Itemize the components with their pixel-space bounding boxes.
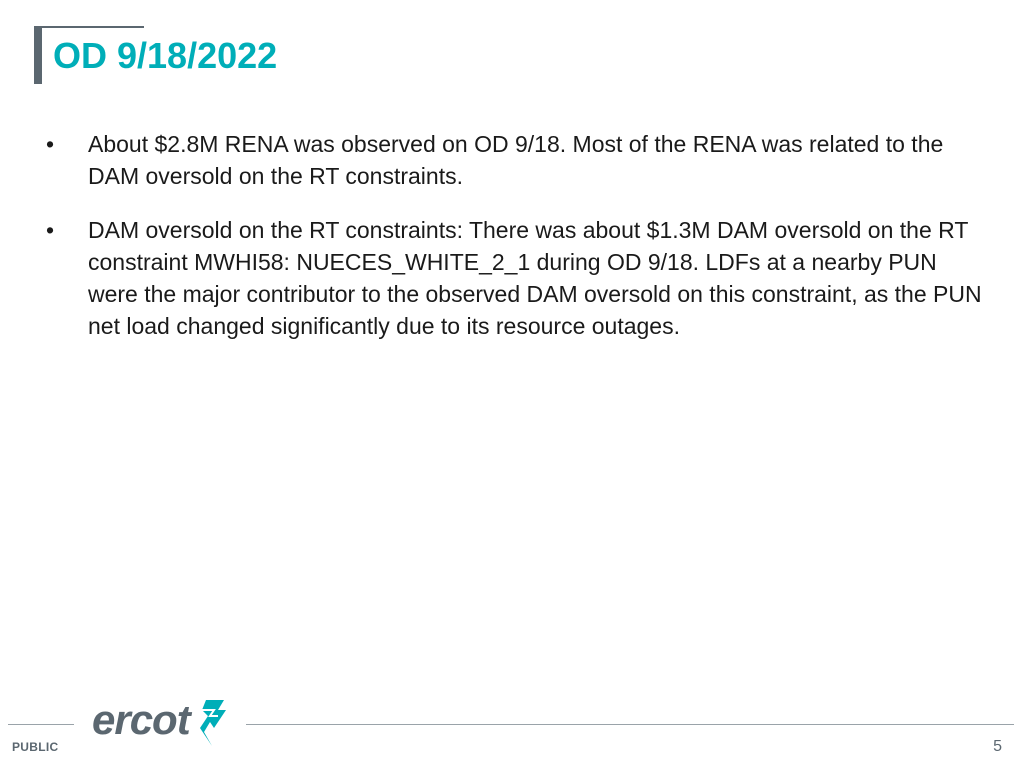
page-number: 5: [993, 738, 1002, 755]
title-accent-bar: [34, 26, 42, 84]
bullet-text: About $2.8M RENA was observed on OD 9/18. Most of the RENA was related to the DAM oversold on the RT constraints.: [88, 131, 944, 189]
bullet-item-1: [40, 128, 990, 192]
classification-label: PUBLIC: [12, 740, 59, 754]
footer-divider-left: [8, 724, 74, 725]
bullet-marker: •: [46, 217, 55, 243]
ercot-logo: [92, 696, 232, 750]
footer-divider-right: [246, 724, 1014, 725]
slide-title: OD 9/18/2022: [53, 35, 278, 76]
bullet-list: [40, 128, 990, 364]
lightning-bolt-icon: [196, 698, 228, 748]
title-accent-rule: [34, 26, 144, 28]
bullet-marker: •: [46, 131, 55, 157]
logo-wordmark: ercot: [92, 696, 190, 743]
bullet-text: DAM oversold on the RT constraints: There was about $1.3M DAM oversold on the RT constraint MWHI58: NUECES_WHITE_2_1 during OD 9/18. LDFs at a nearby PUN were the major contributor to the observed DAM oversold on this constraint, as the PUN net load changed significantly due to its resource outages.: [88, 217, 982, 339]
bullet-item-2: [40, 214, 990, 342]
